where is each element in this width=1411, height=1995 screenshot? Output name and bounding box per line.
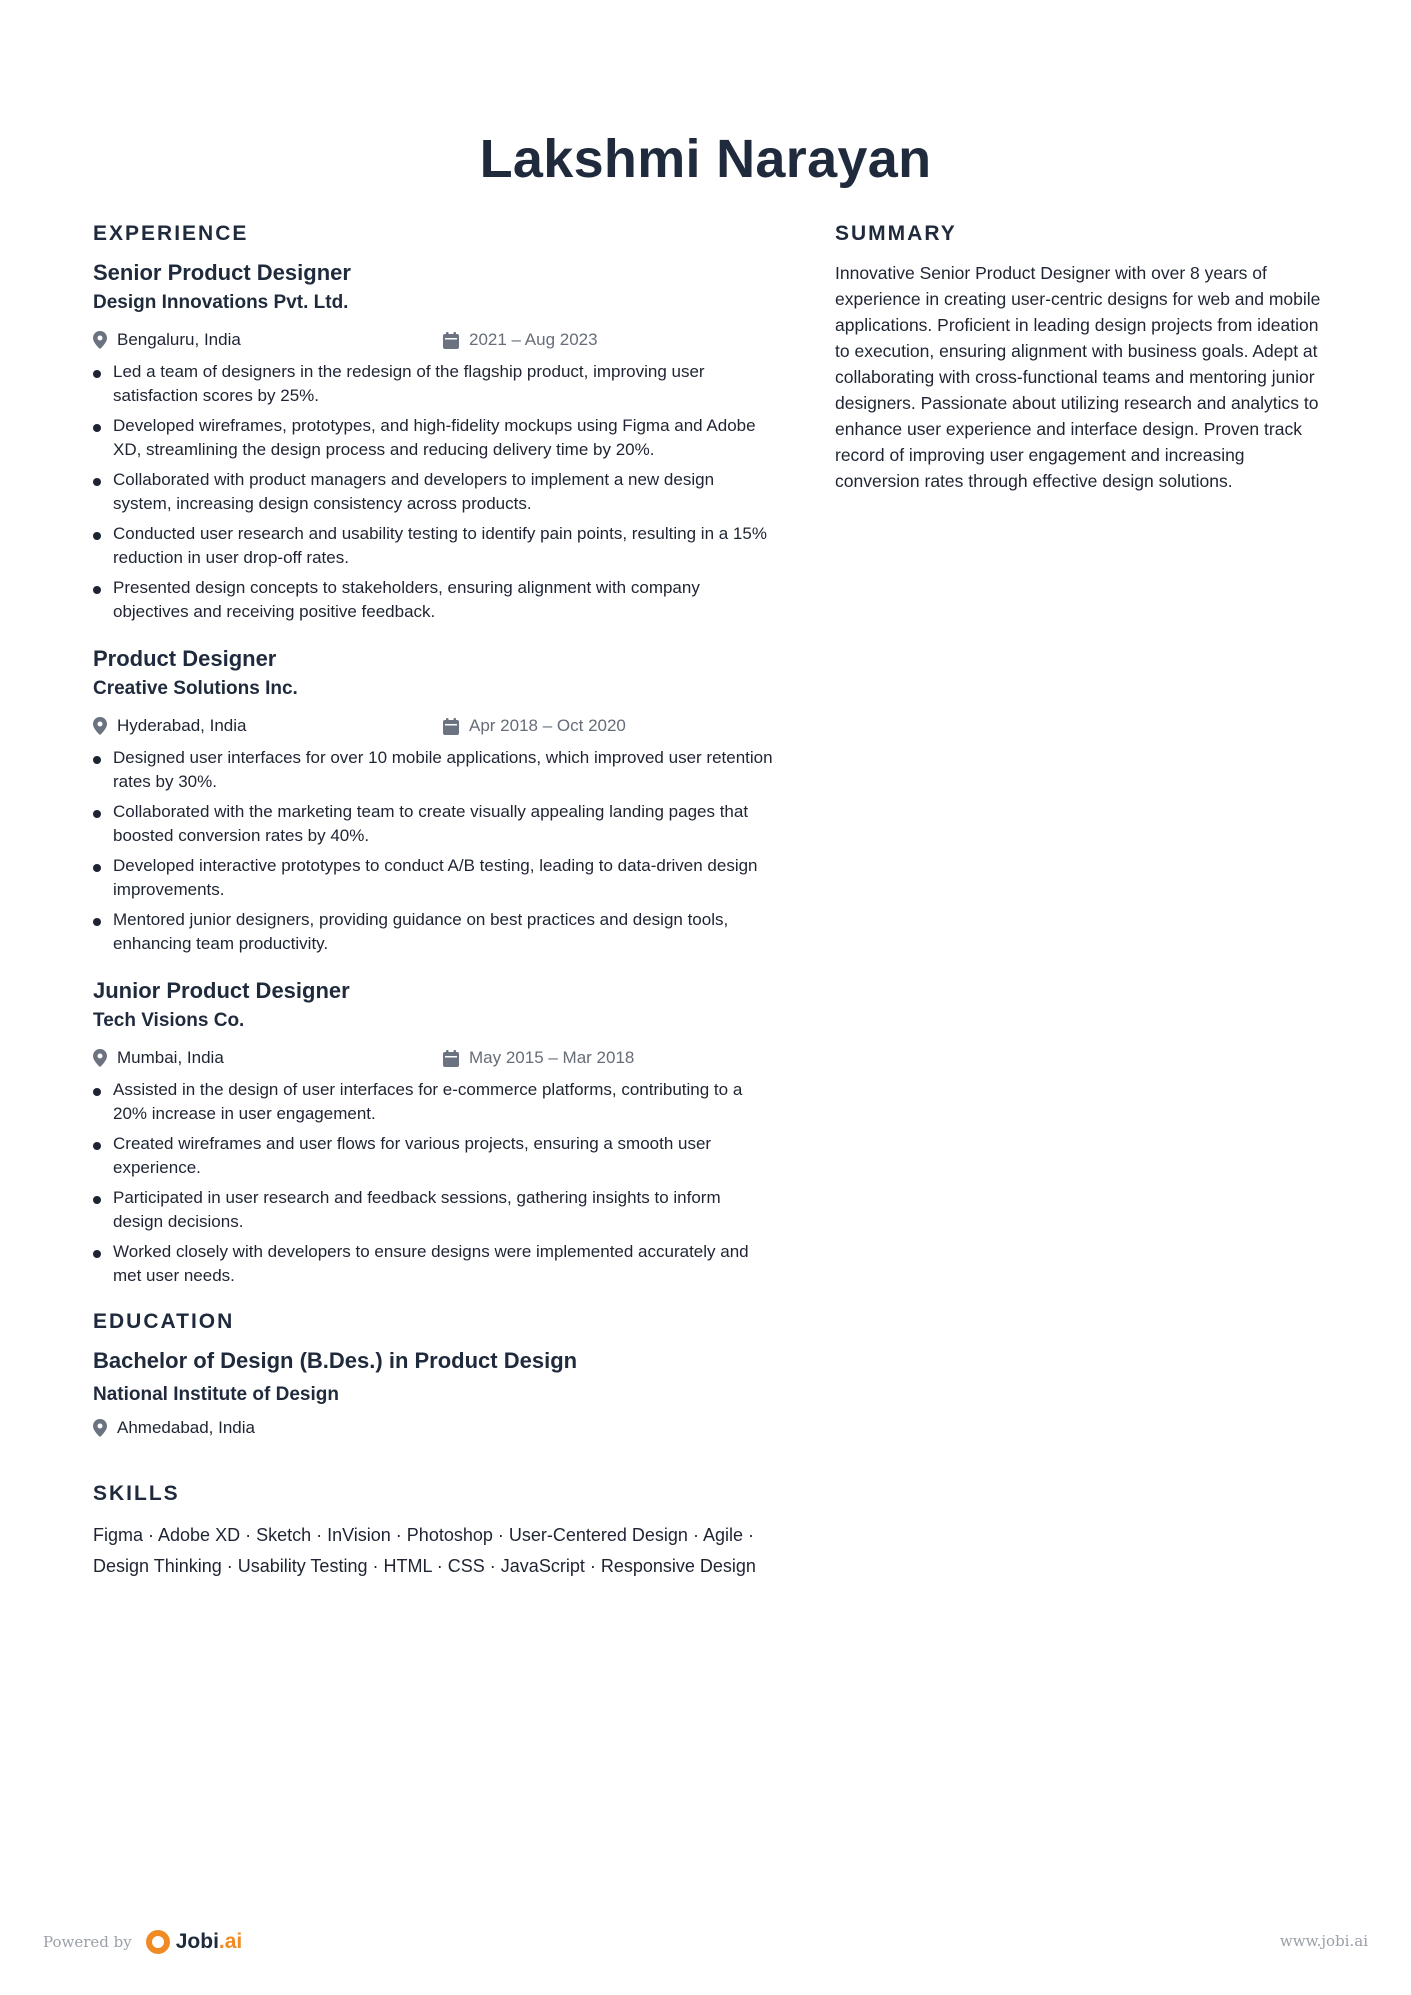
jobi-logo-icon xyxy=(146,1930,170,1954)
skills-line: Figma · Adobe XD · Sketch · InVision · Photoshop · User-Centered Design · Agile · xyxy=(93,1525,754,1545)
location-text: Ahmedabad, India xyxy=(117,1418,255,1437)
bullet-item: Developed interactive prototypes to conduct A/B testing, leading to data-driven design improvements. xyxy=(93,854,773,902)
company-name: Design Innovations Pvt. Ltd. xyxy=(93,292,349,313)
calendar-icon xyxy=(443,1050,459,1067)
jobi-logo[interactable] xyxy=(146,1930,243,1954)
job-entry xyxy=(93,260,773,624)
bullet-item: Worked closely with developers to ensure designs were implemented accurately and met user needs. xyxy=(93,1240,773,1288)
candidate-name: Lakshmi Narayan xyxy=(479,129,932,189)
job-meta xyxy=(93,1044,773,1072)
powered-by-label: Powered by xyxy=(43,1933,132,1951)
summary-section xyxy=(835,222,1325,494)
skills-section xyxy=(93,1482,773,1582)
company-name: Tech Visions Co. xyxy=(93,1010,245,1031)
bullet-item: Presented design concepts to stakeholders, ensuring alignment with company objectives and receiving positive feedback. xyxy=(93,576,773,624)
job-dates xyxy=(443,330,598,350)
dates-text: Apr 2018 – Oct 2020 xyxy=(469,716,626,735)
bullet-item: Assisted in the design of user interfaces for e-commerce platforms, contributing to a 20% increase in user engagement. xyxy=(93,1078,773,1126)
location-text: Bengaluru, India xyxy=(117,330,241,349)
right-column xyxy=(835,222,1325,494)
bullet-item: Led a team of designers in the redesign of the flagship product, improving user satisfaction scores by 25%. xyxy=(93,360,773,408)
job-title: Product Designer xyxy=(93,646,277,671)
summary-heading: SUMMARY xyxy=(835,222,957,245)
map-pin-icon xyxy=(93,331,107,349)
job-bullets xyxy=(93,746,773,956)
website-link[interactable]: www.jobi.ai xyxy=(1279,1932,1368,1950)
job-entry xyxy=(93,646,773,956)
education-location xyxy=(93,1418,443,1438)
job-location xyxy=(93,1048,443,1068)
summary-text: Innovative Senior Product Designer with over 8 years of experience in creating user-centric designs for web and mobile applications. Proficient in leading design projects from ideation to execution, ensuring alignment with business goals. Adept at collaborating with cross-functional teams and mentoring junior designers. Passionate about utilizing research and analytics to enhance user experience and interface design. Proven track record of improving user engagement and increasing conversion rates through effective design solutions. xyxy=(835,263,1321,491)
map-pin-icon xyxy=(93,1419,107,1437)
dates-text: May 2015 – Mar 2018 xyxy=(469,1048,635,1067)
calendar-icon xyxy=(443,332,459,349)
job-dates xyxy=(443,716,626,736)
bullet-item: Collaborated with product managers and developers to implement a new design system, increasing design consistency across products. xyxy=(93,468,773,516)
map-pin-icon xyxy=(93,717,107,735)
left-column xyxy=(93,222,773,1582)
bullet-item: Created wireframes and user flows for various projects, ensuring a smooth user experience. xyxy=(93,1132,773,1180)
job-dates xyxy=(443,1048,634,1068)
bullet-item: Designed user interfaces for over 10 mobile applications, which improved user retention rates by 30%. xyxy=(93,746,773,794)
job-title: Senior Product Designer xyxy=(93,260,351,285)
degree-title: Bachelor of Design (B.Des.) in Product Design xyxy=(93,1348,578,1373)
education-meta xyxy=(93,1414,773,1442)
job-bullets xyxy=(93,360,773,624)
job-bullets xyxy=(93,1078,773,1288)
bullet-item: Collaborated with the marketing team to create visually appealing landing pages that boosted conversion rates by 40%. xyxy=(93,800,773,848)
bullet-item: Conducted user research and usability testing to identify pain points, resulting in a 15% reduction in user drop-off rates. xyxy=(93,522,773,570)
bullet-item: Developed wireframes, prototypes, and high-fidelity mockups using Figma and Adobe XD, streamlining the design process and reducing delivery time by 20%. xyxy=(93,414,773,462)
skills-list xyxy=(93,1520,773,1582)
location-text: Mumbai, India xyxy=(117,1048,224,1067)
job-location xyxy=(93,330,443,350)
school-name: National Institute of Design xyxy=(93,1384,339,1405)
skills-heading: SKILLS xyxy=(93,1482,180,1505)
jobi-logo-text xyxy=(176,1930,243,1954)
bullet-item: Mentored junior designers, providing guidance on best practices and design tools, enhancing team productivity. xyxy=(93,908,773,956)
company-name: Creative Solutions Inc. xyxy=(93,678,298,699)
education-heading: EDUCATION xyxy=(93,1310,235,1333)
job-meta xyxy=(93,326,773,354)
job-location xyxy=(93,716,443,736)
logo-main-text: Jobi xyxy=(175,1930,219,1953)
job-meta xyxy=(93,712,773,740)
experience-section xyxy=(93,222,773,1288)
skills-line: Design Thinking · Usability Testing · HTML · CSS · JavaScript · Responsive Design xyxy=(93,1556,756,1576)
education-section xyxy=(93,1310,773,1442)
logo-suffix-text: .ai xyxy=(218,1930,243,1953)
experience-heading: EXPERIENCE xyxy=(93,222,249,245)
calendar-icon xyxy=(443,718,459,735)
footer-branding xyxy=(43,1930,242,1954)
job-title: Junior Product Designer xyxy=(93,978,350,1003)
bullet-item: Participated in user research and feedback sessions, gathering insights to inform design decisions. xyxy=(93,1186,773,1234)
location-text: Hyderabad, India xyxy=(117,716,247,735)
job-entry xyxy=(93,978,773,1288)
map-pin-icon xyxy=(93,1049,107,1067)
dates-text: 2021 – Aug 2023 xyxy=(469,330,598,349)
